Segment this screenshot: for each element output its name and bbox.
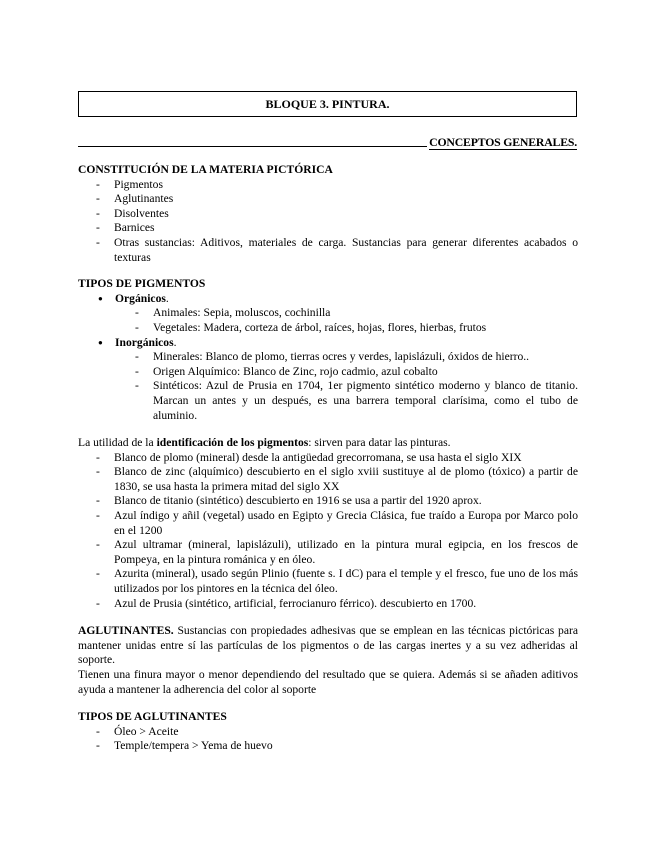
list-item: - Origen Alquímico: Blanco de Zinc, rojo cadmio, azul cobalto <box>115 365 578 380</box>
section-header-rule <box>78 134 427 147</box>
list-item: - Sintéticos: Azul de Prusia en 1704, 1er pigmento sintético moderno y blanco de titanio. Marcan un antes y un después, es una barrera temporal clarísima, como el tubo de aluminio. <box>115 379 578 423</box>
aglutinantes-paragraph-2: Tienen una finura mayor o menor dependiendo del resultado que se quiera. Además si se añaden aditivos ayuda a mantener la adherencia del color al soporte <box>78 668 578 696</box>
list-item: - Azul de Prusia (sintético, artificial, ferrocianuro férrico). descubierto en 1700. <box>78 597 578 612</box>
utilidad-list <box>78 451 578 612</box>
organicos-list <box>115 306 578 335</box>
heading-constitucion: CONSTITUCIÓN DE LA MATERIA PICTÓRICA <box>78 163 333 176</box>
heading-tipos-aglutinantes: TIPOS DE AGLUTINANTES <box>78 710 227 724</box>
aglutinantes-label: AGLUTINANTES. <box>78 624 174 638</box>
heading-tipos-pigmentos: TIPOS DE PIGMENTOS <box>78 277 206 291</box>
list-item: - Disolventes <box>78 207 578 222</box>
aglutinantes-text: Sustancias con propiedades adhesivas que se emplean en las técnicas pictóricas para mantener unidas entre sí las partículas de los pigmentos o de las cargas inertes y a su vez adheridas al soporte. <box>78 624 578 667</box>
list-item: - Azurita (mineral), usado según Plinio (fuente s. I dC) para el temple y el fresco, fue uno de los más utilizados por los pintores en la técnica del óleo. <box>78 567 578 596</box>
list-item: - Blanco de plomo (mineral) desde la antigüedad grecorromana, se usa hasta el siglo XIX <box>78 451 578 466</box>
utilidad-intro <box>78 436 578 451</box>
list-item: - Barnices <box>78 221 578 236</box>
inorganicos-label: Inorgánicos <box>115 335 174 349</box>
pigment-type-list <box>78 292 578 423</box>
list-item: - Óleo > Aceite <box>78 725 578 740</box>
page-title: BLOQUE 3. PINTURA. <box>78 91 577 117</box>
list-item: - Animales: Sepia, moluscos, cochinilla <box>115 306 578 321</box>
list-item: - Vegetales: Madera, corteza de árbol, raíces, hojas, flores, hierbas, frutos <box>115 321 578 336</box>
list-item: - Blanco de titanio (sintético) descubierto en 1916 se usa a partir del 1920 aprox. <box>78 494 578 509</box>
list-item: - Blanco de zinc (alquímico) descubierto en el siglo xviii sustituye al de plomo (tóxico) a partir de 1830, se usa hasta la primera mitad del siglo XX <box>78 465 578 494</box>
aglutinantes-list <box>78 725 578 754</box>
utilidad-bold: identificación de los pigmentos <box>156 436 309 450</box>
list-item: - Temple/tempera > Yema de huevo <box>78 739 578 754</box>
list-item: - Otras sustancias: Aditivos, materiales de carga. Sustancias para generar diferentes acabados o texturas <box>78 236 578 265</box>
constitucion-list <box>78 178 578 266</box>
aglutinantes-paragraph <box>78 624 578 668</box>
section-header: CONCEPTOS GENERALES. <box>429 135 577 149</box>
list-item: - Pigmentos <box>78 178 578 193</box>
organicos-punct: . <box>165 291 169 305</box>
inorganicos-punct: . <box>173 335 177 349</box>
list-item: - Aglutinantes <box>78 192 578 207</box>
list-item: - Azul ultramar (mineral, lapislázuli), utilizado en la pintura mural egipcia, en los frescos de Pompeya, en la pintura románica y en óleo. <box>78 538 578 567</box>
section-header-row <box>78 134 577 150</box>
utilidad-prefix: La utilidad de la <box>78 436 157 450</box>
inorganicos-list <box>115 350 578 423</box>
pigment-type-inorganicos <box>78 336 578 424</box>
pigment-type-organicos <box>78 292 578 336</box>
organicos-label: Orgánicos <box>115 291 166 305</box>
list-item: - Azul índigo y añil (vegetal) usado en Egipto y Grecia Clásica, fue traído a Europa por Marco polo en el 1200 <box>78 509 578 538</box>
document-body <box>78 163 578 754</box>
list-item: - Minerales: Blanco de plomo, tierras ocres y verdes, lapislázuli, óxidos de hierro.. <box>115 350 578 365</box>
utilidad-suffix: : sirven para datar las pinturas. <box>308 436 451 450</box>
